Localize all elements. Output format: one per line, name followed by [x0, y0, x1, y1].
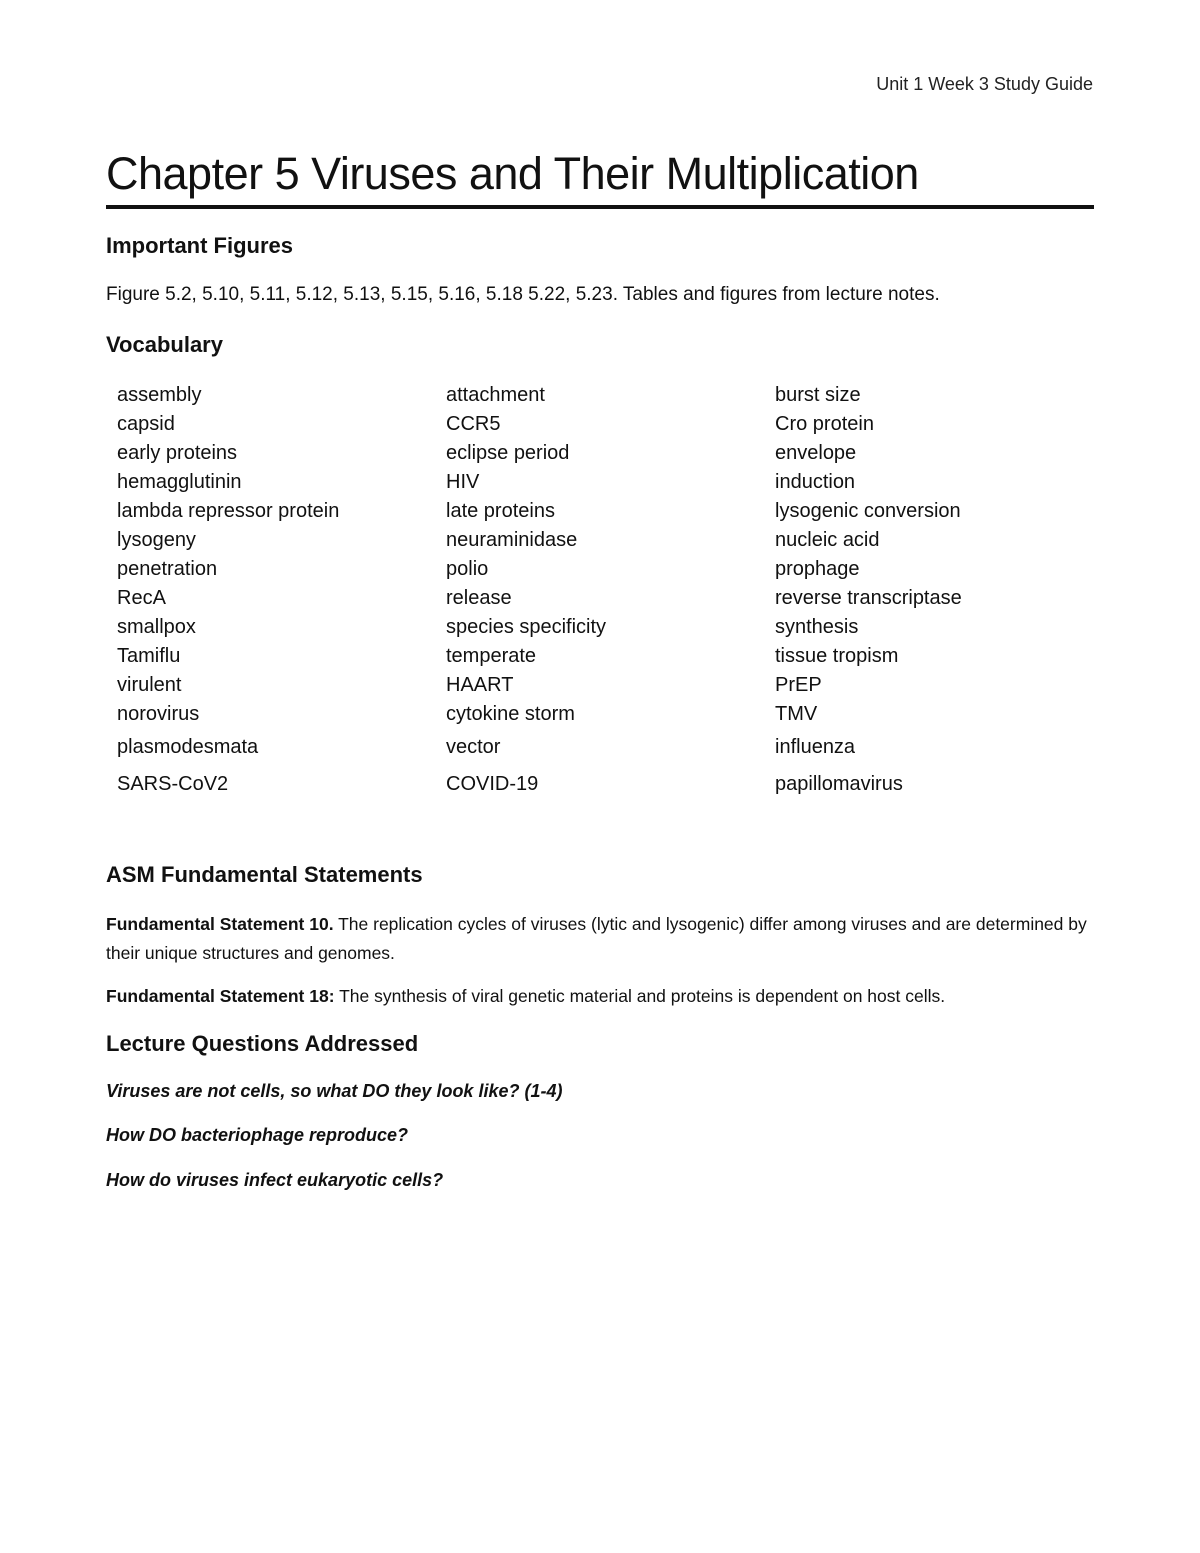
vocab-term: hemagglutinin	[117, 471, 242, 493]
vocab-row	[117, 555, 1077, 584]
vocab-term: lysogenic conversion	[775, 500, 961, 522]
vocab-term: penetration	[117, 558, 218, 580]
vocab-term: papillomavirus	[775, 773, 903, 795]
vocab-row	[117, 410, 1077, 439]
vocab-term: envelope	[775, 442, 857, 464]
statement-text: The synthesis of viral genetic material and proteins is dependent on host cells.	[334, 986, 946, 1006]
important-figures-text: Figure 5.2, 5.10, 5.11, 5.12, 5.13, 5.15, 5.16, 5.18 5.22, 5.23. Tables and figures from lecture notes.	[106, 284, 940, 305]
vocab-term: lambda repressor protein	[117, 500, 340, 522]
vocab-row	[117, 671, 1077, 700]
fundamental-statement	[106, 982, 1096, 1011]
statement-text: The replication cycles of viruses (lytic and lysogenic) differ among viruses and are determined by their unique structures and genomes.	[106, 914, 1087, 963]
vocab-term: HIV	[446, 471, 480, 493]
vocab-term: plasmodesmata	[117, 736, 259, 758]
vocabulary-table	[117, 381, 1077, 803]
vocab-row	[117, 729, 1077, 766]
vocab-term: norovirus	[117, 703, 200, 725]
vocab-term: synthesis	[775, 616, 859, 638]
vocab-term: Cro protein	[775, 413, 874, 435]
vocab-term: late proteins	[446, 500, 555, 522]
vocab-term: virulent	[117, 674, 182, 696]
vocab-row	[117, 584, 1077, 613]
vocabulary-heading: Vocabulary	[106, 332, 223, 357]
vocab-term: CCR5	[446, 413, 501, 435]
lecture-question: How DO bacteriophage reproduce?	[106, 1125, 409, 1145]
vocab-term: eclipse period	[446, 442, 570, 464]
vocab-term: assembly	[117, 384, 202, 406]
vocab-term: TMV	[775, 703, 818, 725]
vocab-term: vector	[446, 736, 501, 758]
lecture-question: Viruses are not cells, so what DO they look like? (1-4)	[106, 1081, 563, 1101]
vocab-term: HAART	[446, 674, 514, 696]
vocab-term: tissue tropism	[775, 645, 899, 667]
asm-heading: ASM Fundamental Statements	[106, 862, 423, 887]
vocab-term: RecA	[117, 587, 166, 609]
vocab-term: nucleic acid	[775, 529, 880, 551]
vocab-term: capsid	[117, 413, 175, 435]
vocab-term: reverse transcriptase	[775, 587, 962, 609]
vocab-term: PrEP	[775, 674, 822, 696]
statement-label: Fundamental Statement 18:	[106, 986, 335, 1006]
vocab-term: attachment	[446, 384, 545, 406]
vocab-row	[117, 526, 1077, 555]
vocab-term: polio	[446, 558, 489, 580]
vocab-term: influenza	[775, 736, 856, 758]
important-figures-heading: Important Figures	[106, 233, 294, 258]
vocab-row	[117, 439, 1077, 468]
vocab-term: lysogeny	[117, 529, 196, 551]
vocab-term: SARS-CoV2	[117, 773, 229, 795]
fundamental-statement	[106, 910, 1096, 968]
document-title: Chapter 5 Viruses and Their Multiplication	[106, 145, 1094, 209]
vocab-row	[117, 497, 1077, 526]
vocab-term: Tamiflu	[117, 645, 181, 667]
vocab-row	[117, 381, 1077, 410]
vocab-term: temperate	[446, 645, 537, 667]
vocab-term: early proteins	[117, 442, 238, 464]
vocab-row	[117, 766, 1077, 803]
vocab-row	[117, 700, 1077, 729]
vocab-row	[117, 468, 1077, 497]
vocab-term: burst size	[775, 384, 861, 406]
vocab-term: release	[446, 587, 512, 609]
vocab-term: smallpox	[117, 616, 196, 638]
vocab-row	[117, 642, 1077, 671]
vocab-row	[117, 613, 1077, 642]
page-header: Unit 1 Week 3 Study Guide	[876, 74, 1093, 94]
vocab-term: cytokine storm	[446, 703, 575, 725]
vocab-term: induction	[775, 471, 856, 493]
lecture-question: How do viruses infect eukaryotic cells?	[106, 1170, 444, 1190]
vocab-term: COVID-19	[446, 773, 539, 795]
lecture-questions-heading: Lecture Questions Addressed	[106, 1031, 419, 1056]
vocab-term: prophage	[775, 558, 860, 580]
vocab-term: species specificity	[446, 616, 607, 638]
statement-label: Fundamental Statement 10.	[106, 914, 334, 934]
vocab-term: neuraminidase	[446, 529, 578, 551]
